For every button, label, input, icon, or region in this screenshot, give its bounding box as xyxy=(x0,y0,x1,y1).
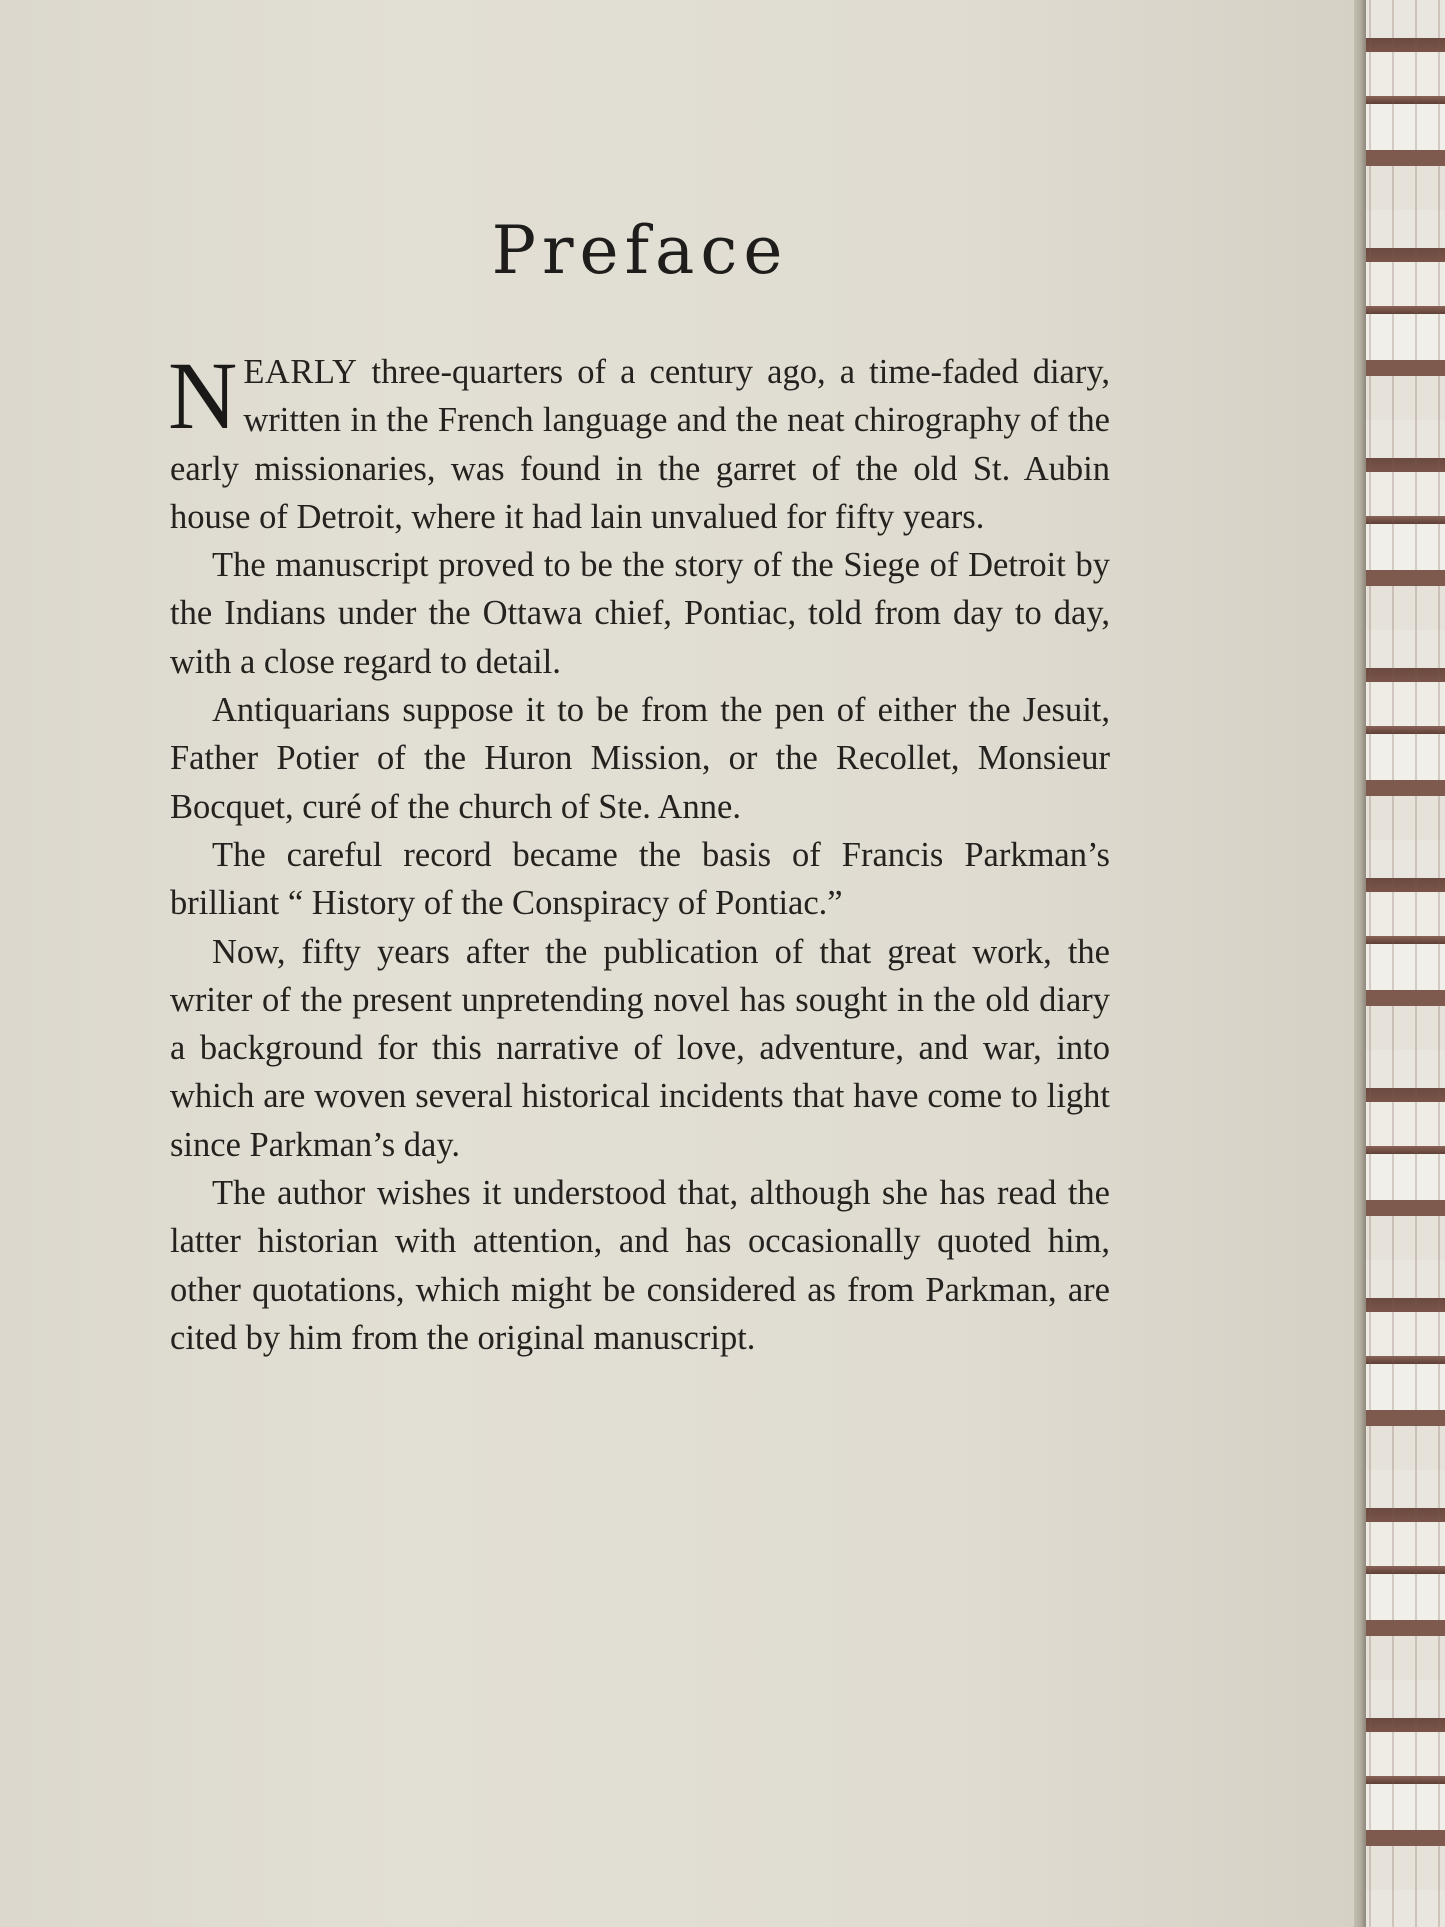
page-edge xyxy=(1352,0,1366,1927)
lead-word: EARLY xyxy=(243,353,358,391)
paragraph-2: The manuscript proved to be the story of the Siege of Detroit by the Indians under the Ottawa chief, Pontiac, told from day to day, with a close regard to detail. xyxy=(170,546,1110,681)
paragraph-1-text: three-quarters of a century ago, a time-faded diary, written in the French language and the neat chirography of the early missionaries, was found in the garret of the old St. Aubin house of Detroit, where it had lain unvalued for fifty years. xyxy=(170,353,1110,536)
paragraph-6: The author wishes it understood that, although she has read the latter historian with attention, and has occasionally quoted him, other quotations, which might be considered as from Parkman, are cited by him from the original manuscript. xyxy=(170,1174,1110,1357)
paragraph-4: The careful record became the basis of Francis Parkman’s brilliant “ History of the Conspiracy of Pontiac.” xyxy=(170,835,1110,923)
wood-background xyxy=(1360,0,1445,1927)
paragraph-5: Now, fifty years after the publication of that great work, the writer of the present unpretending novel has sought in the old diary a background for this narrative of love, adventure, and war, into which are woven several historical incidents that have come to light since Parkman’s day. xyxy=(170,932,1110,1164)
preface-text xyxy=(168,342,1110,1362)
paragraph-3: Antiquarians suppose it to be from the pen of either the Jesuit, Father Potier of the Huron Mission, or the Recollet, Monsieur Bocquet, curé of the church of Ste. Anne. xyxy=(170,691,1110,826)
page-title: Preface xyxy=(491,212,789,289)
drop-cap: N xyxy=(168,342,238,449)
paragraph-1 xyxy=(168,342,1110,541)
